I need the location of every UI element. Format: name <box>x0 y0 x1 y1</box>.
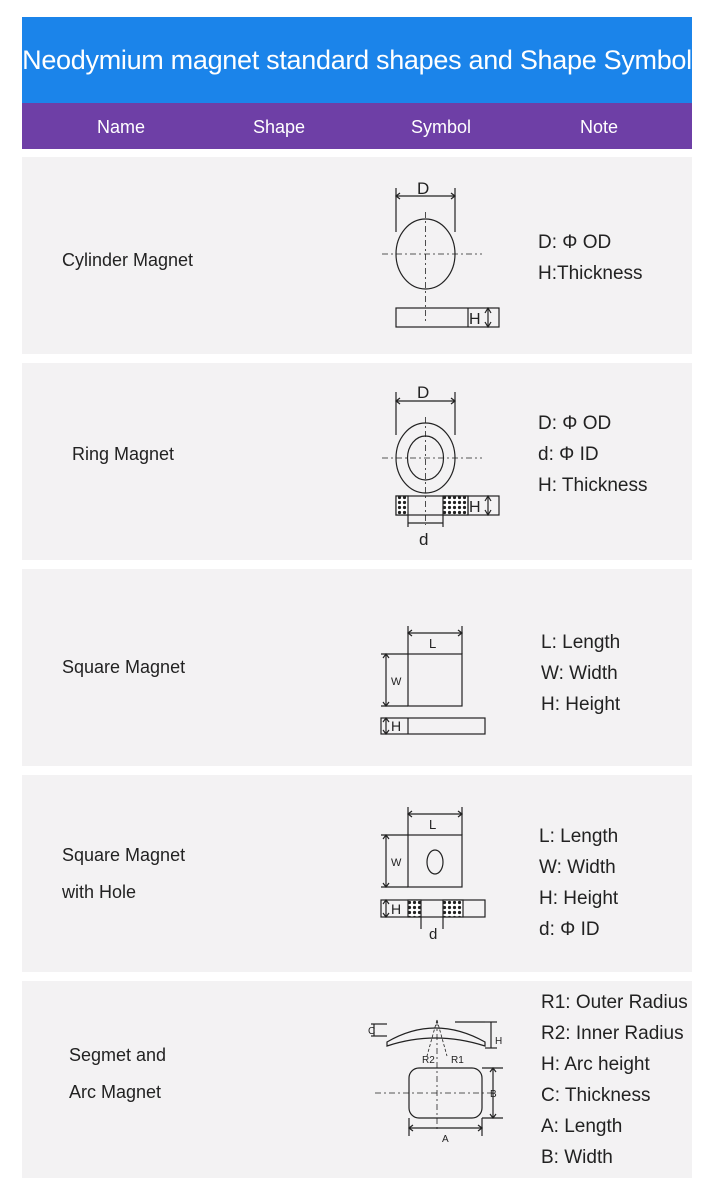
header-note: Note <box>580 117 619 137</box>
table-row-square <box>22 569 692 766</box>
note-list: R1: Outer Radius R2: Inner Radius H: Arc height C: Thickness A: Length B: Width <box>541 992 688 1168</box>
b-label: B <box>490 1089 497 1100</box>
h-label: H <box>469 499 481 516</box>
row-name: Square Magnet with Hole <box>62 845 186 902</box>
h-label: H <box>495 1036 503 1047</box>
square-symbol <box>377 624 497 749</box>
ring-symbol <box>372 375 512 555</box>
cylinder-symbol <box>372 172 512 347</box>
header-symbol: Symbol <box>411 117 472 137</box>
w-label: W <box>391 676 402 688</box>
table-row-arc <box>22 981 692 1178</box>
h-label: H <box>391 901 402 917</box>
d-label: D <box>417 383 430 402</box>
page-title: Neodymium magnet standard shapes and Shape Symbol <box>22 17 692 103</box>
note-list: D: Φ OD d: Φ ID H: Thickness <box>538 413 648 496</box>
w-label: W <box>391 857 402 869</box>
note-list: L: Length W: Width H: Height <box>541 632 621 715</box>
header-name: Name <box>97 117 146 137</box>
r1-label: R1 <box>451 1055 464 1066</box>
table-header <box>22 103 692 149</box>
row-name: Ring Magnet <box>72 444 175 464</box>
id-label: d <box>419 530 429 549</box>
d-label: D <box>417 179 430 198</box>
r2-label: R2 <box>422 1055 435 1066</box>
h-label: H <box>469 311 481 328</box>
id-label: d <box>429 926 438 943</box>
c-label: C <box>368 1026 376 1037</box>
note-list: L: Length W: Width H: Height d: Φ ID <box>539 826 619 940</box>
l-label: L <box>429 636 437 651</box>
header-shape: Shape <box>253 117 306 137</box>
h-label: H <box>391 718 402 734</box>
row-name: Square Magnet <box>62 657 186 677</box>
table-row-cylinder <box>22 157 692 354</box>
a-label: A <box>442 1134 449 1145</box>
table-row-square-hole <box>22 775 692 972</box>
row-name: Segmet and Arc Magnet <box>69 1045 167 1102</box>
note-list: D: Φ OD H:Thickness <box>538 232 643 284</box>
l-label: L <box>429 817 437 832</box>
square-hole-symbol <box>377 805 497 945</box>
row-name: Cylinder Magnet <box>62 250 194 270</box>
table-row-ring <box>22 363 692 560</box>
arc-symbol <box>365 1016 505 1146</box>
